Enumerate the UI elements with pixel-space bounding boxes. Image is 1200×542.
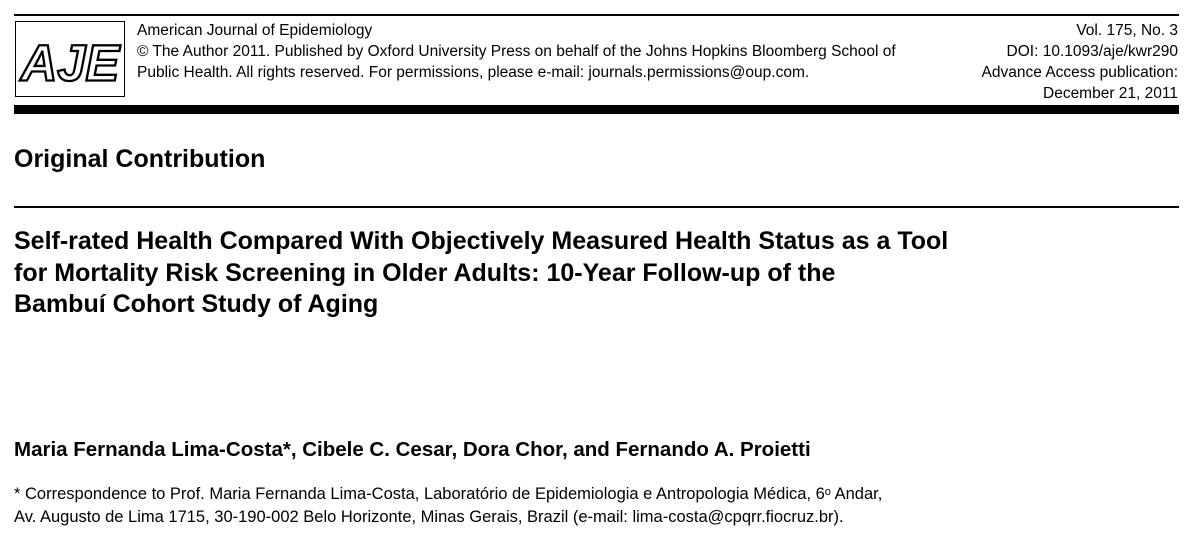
copyright-line-2: Public Health. All rights reserved. For permissions, please e-mail: journals.permissions@oup.com. bbox=[137, 64, 810, 81]
title-line-2: for Mortality Risk Screening in Older Adults: 10-Year Follow-up of the bbox=[14, 258, 836, 287]
top-rule bbox=[14, 14, 1179, 16]
author-list: Maria Fernanda Lima-Costa*, Cibele C. Cesar, Dora Chor, and Fernando A. Proietti bbox=[14, 438, 811, 461]
issue-info bbox=[918, 20, 1178, 104]
correspondence-text-1: * Correspondence to Prof. Maria Fernanda Lima-Costa, Laboratório de Epidemiologia e Antropologia Médica, 6 bbox=[14, 485, 825, 503]
title-line-3: Bambuí Cohort Study of Aging bbox=[14, 290, 379, 318]
aje-logo bbox=[15, 21, 125, 97]
copyright-line-1: © The Author 2011. Published by Oxford University Press on behalf of the Johns Hopkins Bloomberg School of bbox=[137, 43, 896, 60]
advance-access-label: Advance Access publication: bbox=[981, 64, 1178, 81]
publication-date: December 21, 2011 bbox=[1043, 85, 1178, 102]
correspondence-note bbox=[14, 483, 1184, 529]
correspondence-line-1 bbox=[14, 483, 1184, 506]
correspondence-line-2: Av. Augusto de Lima 1715, 30-190-002 Belo Horizonte, Minas Gerais, Brazil (e-mail: lima-costa@cpqrr.fiocruz.br). bbox=[14, 508, 844, 526]
logo-text: AJE bbox=[20, 34, 120, 92]
section-rule bbox=[14, 206, 1179, 208]
correspondence-text-1b: Andar, bbox=[830, 485, 883, 503]
section-label: Original Contribution bbox=[14, 145, 266, 173]
journal-name: American Journal of Epidemiology bbox=[137, 22, 373, 39]
ordinal-superscript: o bbox=[824, 486, 831, 498]
article-title bbox=[14, 226, 1114, 321]
aje-logo-mark bbox=[16, 22, 124, 96]
header-rule bbox=[14, 105, 1179, 114]
journal-info bbox=[137, 20, 917, 83]
doi: DOI: 10.1093/aje/kwr290 bbox=[1006, 43, 1178, 60]
volume-issue: Vol. 175, No. 3 bbox=[1076, 22, 1178, 39]
title-line-1: Self-rated Health Compared With Objectively Measured Health Status as a Tool bbox=[14, 227, 949, 255]
